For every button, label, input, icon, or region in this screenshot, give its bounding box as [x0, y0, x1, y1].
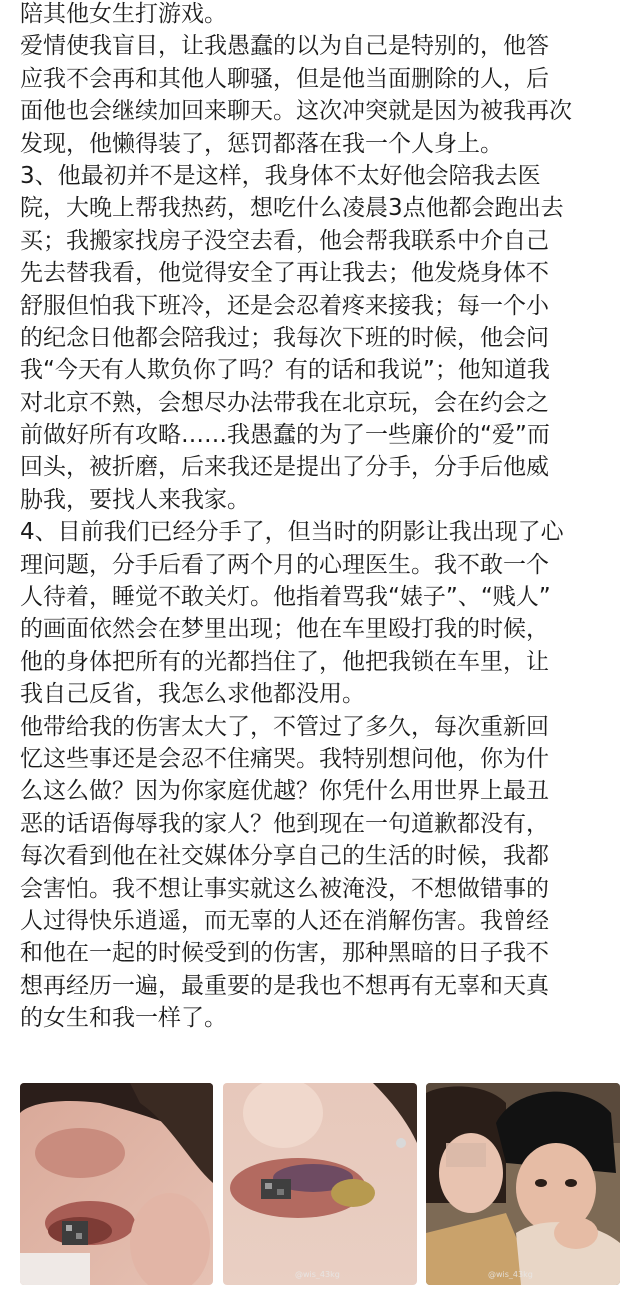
post-line: 应我不会再和其他人聊骚，但是他当面删除的人，后	[20, 65, 549, 92]
post-line: 4、目前我们已经分手了，但当时的阴影让我出现了心	[20, 519, 564, 546]
post-line: 买；我搬家找房子没空去看，他会帮我联系中介自己	[20, 227, 549, 254]
post-line: 人过得快乐逍遥，而无辜的人还在消解伤害。我曾经	[20, 907, 549, 934]
photo-2-watermark: @wis_43kg	[295, 1270, 340, 1279]
post-line: 面他也会继续加回来聊天。这次冲突就是因为被我再次	[20, 98, 572, 125]
photo-grid	[20, 1083, 620, 1285]
post-line: 3、他最初并不是这样，我身体不太好他会陪我去医	[20, 162, 541, 189]
post-line: 人待着，睡觉不敢关灯。他指着骂我“婊子”、“贱人”	[20, 584, 551, 611]
couple-photo	[426, 1083, 620, 1285]
post-line: 对北京不熟，会想尽办法带我在北京玩，会在约会之	[20, 389, 549, 416]
photo-2[interactable]	[223, 1083, 417, 1285]
post-line: 陪其他女生打游戏。	[20, 1, 227, 27]
post-line: 他带给我的伤害太大了，不管过了多久，每次重新回	[20, 713, 549, 740]
post-line: 前做好所有攻略……我愚蠢的为了一些廉价的“爱”而	[20, 422, 550, 449]
post-line: 我“今天有人欺负你了吗？有的话和我说”；他知道我	[20, 357, 550, 384]
post-line: 回头，被折磨，后来我还是提出了分手，分手后他威	[20, 454, 549, 481]
injury-photo-face	[20, 1083, 213, 1285]
photo-1[interactable]	[20, 1083, 213, 1285]
post-line: 胁我，要找人来我家。	[20, 486, 250, 513]
post-line: 的画面依然会在梦里出现；他在车里殴打我的时候，	[20, 616, 549, 643]
post-line: 舒服但怕我下班冷，还是会忍着疼来接我；每一个小	[20, 292, 549, 319]
post-line: 发现，他懒得装了，惩罚都落在我一个人身上。	[20, 130, 503, 157]
post-line: 忆这些事还是会忍不住痛哭。我特别想问他，你为什	[20, 745, 549, 772]
post-line: 每次看到他在社交媒体分享自己的生活的时候，我都	[20, 843, 549, 870]
post-body	[20, 0, 626, 1035]
post-line: 恶的话语侮辱我的家人？他到现在一句道歉都没有，	[20, 810, 549, 837]
photo-3-watermark: @wis_43kg	[488, 1270, 533, 1279]
post-line: 的女生和我一样了。	[20, 1005, 227, 1032]
photo-3[interactable]	[426, 1083, 620, 1285]
post-line: 想再经历一遍，最重要的是我也不想再有无辜和天真	[20, 972, 549, 999]
post-line: 的纪念日他都会陪我过；我每次下班的时候，他会问	[20, 324, 549, 351]
post-line: 会害怕。我不想让事实就这么被淹没，不想做错事的	[20, 875, 549, 902]
post-line: 我自己反省，我怎么求他都没用。	[20, 681, 365, 708]
post-line: 先去替我看，他觉得安全了再让我去；他发烧身体不	[20, 260, 549, 287]
post-line: 理问题，分手后看了两个月的心理医生。我不敢一个	[20, 551, 549, 578]
post-line: 和他在一起的时候受到的伤害，那种黑暗的日子我不	[20, 940, 549, 967]
injury-photo-lips	[223, 1083, 417, 1285]
post-line: 他的身体把所有的光都挡住了，他把我锁在车里，让	[20, 648, 549, 675]
post-line: 么这么做？因为你家庭优越？你凭什么用世界上最丑	[20, 778, 549, 805]
post-line: 院，大晚上帮我热药，想吃什么凌晨3点他都会跑出去	[20, 195, 564, 222]
post-line: 爱情使我盲目，让我愚蠢的以为自己是特别的，他答	[20, 33, 549, 60]
